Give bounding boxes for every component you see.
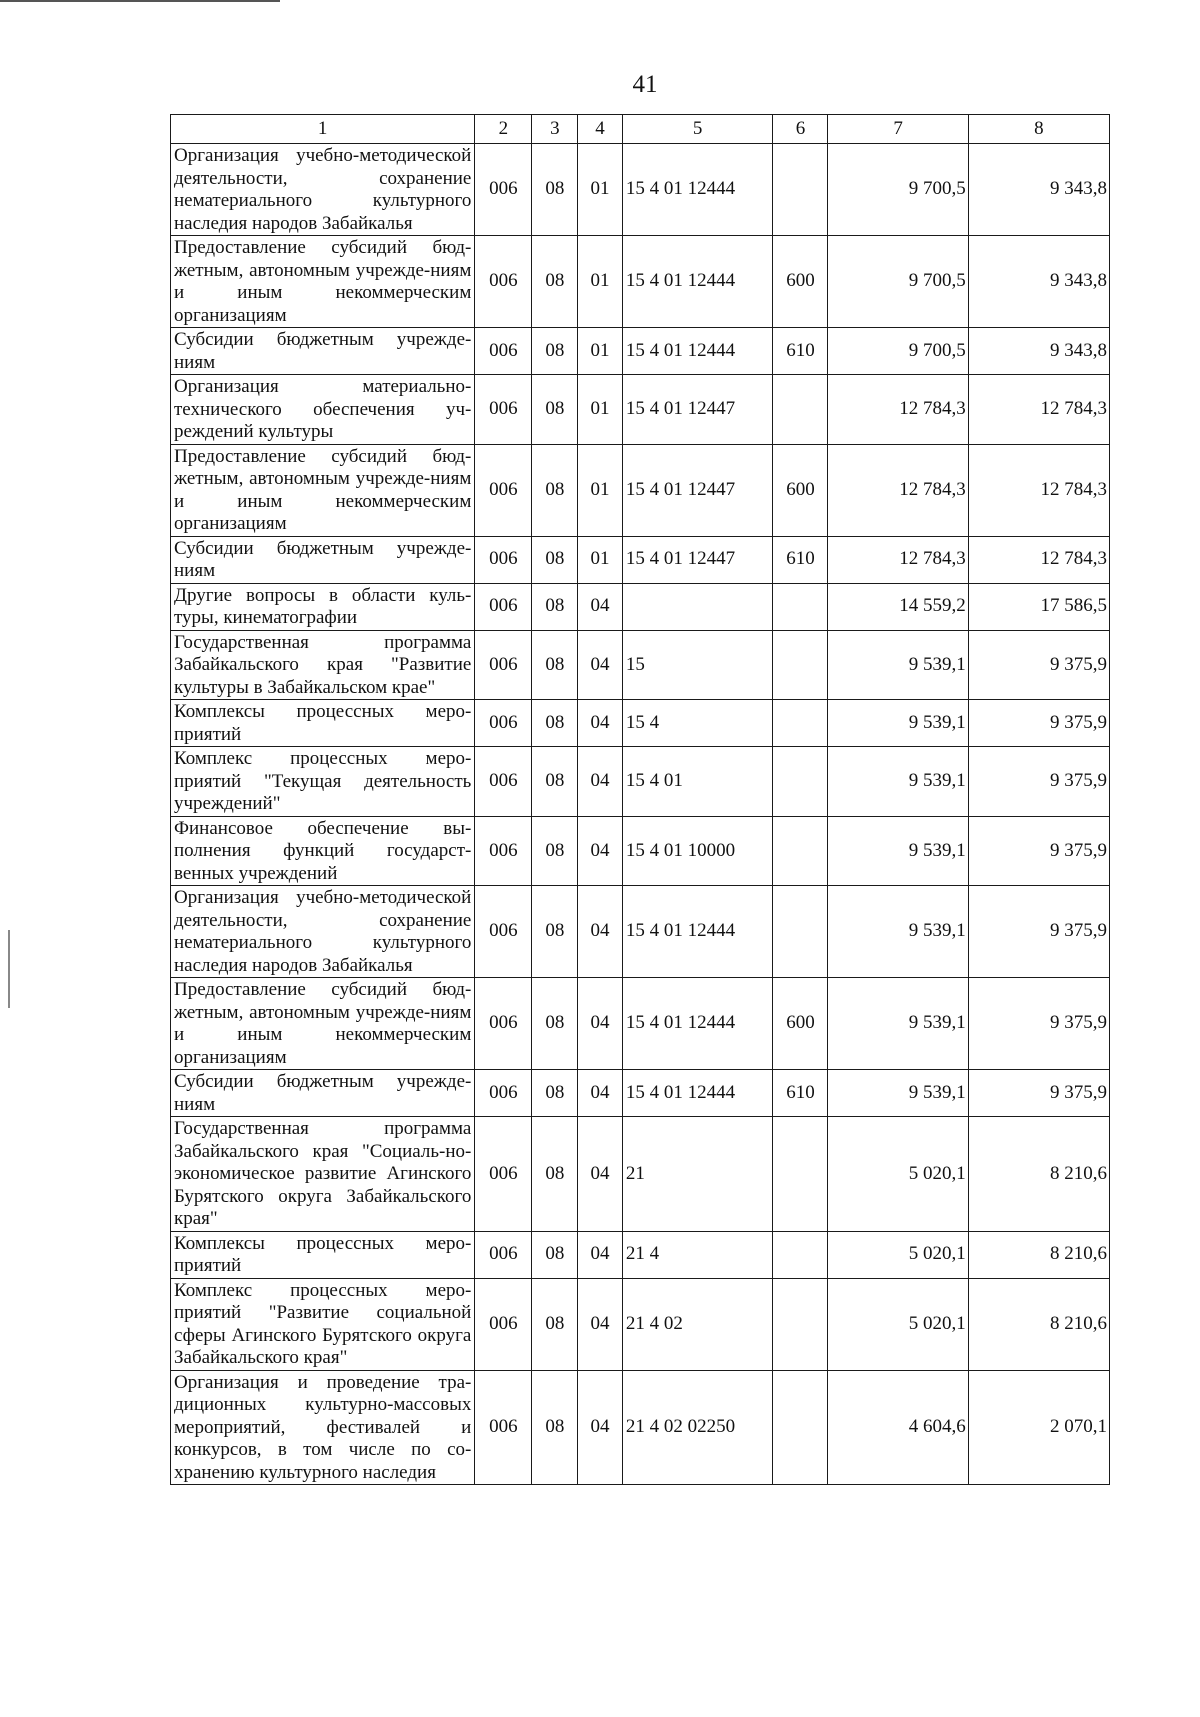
cell-amount-1: 9 700,5	[828, 236, 968, 328]
cell-amount-2: 9 375,9	[968, 700, 1109, 747]
cell-target-article: 21 4 02 02250	[622, 1370, 773, 1485]
cell-amount-1: 5 020,1	[828, 1231, 968, 1278]
row-name: Комплекс процессных меро-приятий "Развитие социальной сферы Агинского Бурятского округа Забайкальского края"	[171, 1278, 475, 1370]
cell-subsection: 04	[578, 978, 623, 1070]
table-row	[171, 1231, 1110, 1278]
cell-expense-type	[773, 1370, 828, 1485]
scan-artifact-margin-mark	[8, 930, 10, 1008]
cell-section: 08	[532, 1231, 578, 1278]
cell-amount-2: 9 343,8	[968, 328, 1109, 375]
cell-target-article: 15 4 01 12447	[622, 536, 773, 583]
cell-subsection: 04	[578, 1231, 623, 1278]
cell-section: 08	[532, 236, 578, 328]
cell-section: 08	[532, 583, 578, 630]
table-row	[171, 1070, 1110, 1117]
cell-subsection: 04	[578, 700, 623, 747]
cell-target-article: 15 4 01 12444	[622, 144, 773, 236]
cell-amount-1: 9 539,1	[828, 747, 968, 817]
cell-amount-2: 2 070,1	[968, 1370, 1109, 1485]
cell-amount-2: 9 343,8	[968, 236, 1109, 328]
cell-ministry: 006	[475, 444, 532, 536]
cell-subsection: 01	[578, 236, 623, 328]
cell-amount-1: 12 784,3	[828, 536, 968, 583]
table-row	[171, 236, 1110, 328]
cell-ministry: 006	[475, 236, 532, 328]
cell-amount-2: 9 375,9	[968, 886, 1109, 978]
cell-expense-type	[773, 1231, 828, 1278]
cell-target-article	[622, 583, 773, 630]
cell-subsection: 01	[578, 144, 623, 236]
cell-expense-type: 600	[773, 236, 828, 328]
cell-ministry: 006	[475, 583, 532, 630]
table-body	[171, 144, 1110, 1485]
cell-subsection: 04	[578, 583, 623, 630]
row-name: Организация и проведение тра-диционных культурно-массовых мероприятий, фестивалей и конкурсов, в том числе по со-хранению культурного наследия	[171, 1370, 475, 1485]
cell-amount-2: 9 343,8	[968, 144, 1109, 236]
cell-target-article: 15 4	[622, 700, 773, 747]
cell-target-article: 15 4 01 12444	[622, 978, 773, 1070]
cell-subsection: 04	[578, 816, 623, 886]
cell-amount-1: 9 539,1	[828, 700, 968, 747]
cell-subsection: 04	[578, 886, 623, 978]
cell-amount-2: 9 375,9	[968, 1070, 1109, 1117]
cell-amount-1: 9 539,1	[828, 1070, 968, 1117]
table-row	[171, 1117, 1110, 1232]
table-row	[171, 978, 1110, 1070]
cell-amount-1: 12 784,3	[828, 444, 968, 536]
cell-ministry: 006	[475, 978, 532, 1070]
cell-target-article: 21	[622, 1117, 773, 1232]
cell-amount-1: 9 539,1	[828, 816, 968, 886]
column-header: 1	[171, 115, 475, 144]
table-row	[171, 536, 1110, 583]
cell-ministry: 006	[475, 1370, 532, 1485]
table-row	[171, 328, 1110, 375]
cell-amount-1: 9 700,5	[828, 328, 968, 375]
cell-expense-type	[773, 1278, 828, 1370]
cell-target-article: 15 4 01	[622, 747, 773, 817]
cell-amount-2: 9 375,9	[968, 747, 1109, 817]
cell-ministry: 006	[475, 536, 532, 583]
table-row	[171, 583, 1110, 630]
cell-expense-type	[773, 700, 828, 747]
cell-ministry: 006	[475, 1231, 532, 1278]
cell-section: 08	[532, 1278, 578, 1370]
cell-ministry: 006	[475, 328, 532, 375]
table-row	[171, 144, 1110, 236]
cell-target-article: 15 4 01 12444	[622, 328, 773, 375]
cell-expense-type	[773, 375, 828, 445]
cell-expense-type: 610	[773, 536, 828, 583]
cell-expense-type	[773, 816, 828, 886]
cell-amount-2: 9 375,9	[968, 978, 1109, 1070]
cell-amount-2: 12 784,3	[968, 536, 1109, 583]
cell-section: 08	[532, 1370, 578, 1485]
cell-section: 08	[532, 747, 578, 817]
row-name: Субсидии бюджетным учрежде-ниям	[171, 536, 475, 583]
cell-target-article: 21 4	[622, 1231, 773, 1278]
table-row	[171, 375, 1110, 445]
cell-amount-1: 4 604,6	[828, 1370, 968, 1485]
column-header: 5	[622, 115, 773, 144]
cell-ministry: 006	[475, 747, 532, 817]
cell-subsection: 04	[578, 747, 623, 817]
cell-subsection: 01	[578, 444, 623, 536]
cell-amount-2: 8 210,6	[968, 1278, 1109, 1370]
table-row	[171, 1278, 1110, 1370]
cell-ministry: 006	[475, 1278, 532, 1370]
cell-section: 08	[532, 1070, 578, 1117]
cell-section: 08	[532, 444, 578, 536]
cell-expense-type	[773, 583, 828, 630]
scan-artifact-line	[0, 0, 280, 2]
cell-section: 08	[532, 886, 578, 978]
table-row	[171, 444, 1110, 536]
row-name: Предоставление субсидий бюд-жетным, автономным учрежде-ниям и иным некоммерческим организациям	[171, 444, 475, 536]
table-row	[171, 630, 1110, 700]
cell-amount-1: 5 020,1	[828, 1117, 968, 1232]
cell-target-article: 15 4 01 12447	[622, 444, 773, 536]
cell-subsection: 04	[578, 630, 623, 700]
cell-amount-2: 9 375,9	[968, 816, 1109, 886]
row-name: Субсидии бюджетным учрежде-ниям	[171, 328, 475, 375]
cell-section: 08	[532, 328, 578, 375]
cell-subsection: 01	[578, 328, 623, 375]
row-name: Государственная программа Забайкальского края "Социаль-но-экономическое развитие Агинского Бурятского округа Забайкальского края"	[171, 1117, 475, 1232]
cell-subsection: 04	[578, 1370, 623, 1485]
row-name: Организация материально-технического обеспечения уч-реждений культуры	[171, 375, 475, 445]
row-name: Комплексы процессных меро-приятий	[171, 1231, 475, 1278]
cell-target-article: 15 4 01 10000	[622, 816, 773, 886]
cell-amount-1: 12 784,3	[828, 375, 968, 445]
cell-target-article: 15 4 01 12444	[622, 1070, 773, 1117]
cell-expense-type: 600	[773, 444, 828, 536]
cell-expense-type	[773, 1117, 828, 1232]
row-name: Комплексы процессных меро-приятий	[171, 700, 475, 747]
row-name: Предоставление субсидий бюд-жетным, автономным учрежде-ниям и иным некоммерческим организациям	[171, 978, 475, 1070]
cell-target-article: 15 4 01 12447	[622, 375, 773, 445]
cell-amount-2: 12 784,3	[968, 444, 1109, 536]
cell-subsection: 01	[578, 375, 623, 445]
column-header: 8	[968, 115, 1109, 144]
column-header: 7	[828, 115, 968, 144]
cell-subsection: 04	[578, 1070, 623, 1117]
column-header: 6	[773, 115, 828, 144]
cell-subsection: 04	[578, 1117, 623, 1232]
cell-target-article: 21 4 02	[622, 1278, 773, 1370]
cell-target-article: 15 4 01 12444	[622, 886, 773, 978]
cell-amount-1: 9 539,1	[828, 630, 968, 700]
column-header: 3	[532, 115, 578, 144]
cell-expense-type	[773, 886, 828, 978]
cell-expense-type	[773, 630, 828, 700]
row-name: Другие вопросы в области куль-туры, кинематографии	[171, 583, 475, 630]
cell-amount-2: 9 375,9	[968, 630, 1109, 700]
cell-target-article: 15 4 01 12444	[622, 236, 773, 328]
page-number: 41	[632, 71, 658, 98]
table-row	[171, 886, 1110, 978]
column-header: 4	[578, 115, 623, 144]
cell-ministry: 006	[475, 144, 532, 236]
cell-section: 08	[532, 816, 578, 886]
row-name: Финансовое обеспечение вы-полнения функций государст-венных учреждений	[171, 816, 475, 886]
cell-ministry: 006	[475, 700, 532, 747]
cell-section: 08	[532, 700, 578, 747]
cell-section: 08	[532, 1117, 578, 1232]
table-row	[171, 816, 1110, 886]
row-name: Комплекс процессных меро-приятий "Текущая деятельность учреждений"	[171, 747, 475, 817]
cell-ministry: 006	[475, 816, 532, 886]
cell-subsection: 01	[578, 536, 623, 583]
cell-section: 08	[532, 630, 578, 700]
cell-ministry: 006	[475, 886, 532, 978]
cell-section: 08	[532, 375, 578, 445]
column-header: 2	[475, 115, 532, 144]
cell-amount-1: 5 020,1	[828, 1278, 968, 1370]
cell-amount-2: 8 210,6	[968, 1231, 1109, 1278]
cell-amount-2: 17 586,5	[968, 583, 1109, 630]
cell-amount-1: 9 539,1	[828, 886, 968, 978]
cell-amount-2: 12 784,3	[968, 375, 1109, 445]
cell-expense-type: 600	[773, 978, 828, 1070]
cell-expense-type	[773, 144, 828, 236]
cell-expense-type	[773, 747, 828, 817]
cell-section: 08	[532, 536, 578, 583]
cell-ministry: 006	[475, 1117, 532, 1232]
cell-amount-1: 9 539,1	[828, 978, 968, 1070]
cell-ministry: 006	[475, 630, 532, 700]
cell-section: 08	[532, 144, 578, 236]
row-name: Организация учебно-методической деятельности, сохранение нематериального культурного наследия народов Забайкалья	[171, 144, 475, 236]
cell-subsection: 04	[578, 1278, 623, 1370]
table-header-row	[171, 115, 1110, 144]
cell-target-article: 15	[622, 630, 773, 700]
cell-section: 08	[532, 978, 578, 1070]
row-name: Организация учебно-методической деятельности, сохранение нематериального культурного наследия народов Забайкалья	[171, 886, 475, 978]
cell-expense-type: 610	[773, 1070, 828, 1117]
table-row	[171, 747, 1110, 817]
cell-ministry: 006	[475, 375, 532, 445]
budget-table	[170, 114, 1110, 1485]
row-name: Предоставление субсидий бюд-жетным, автономным учрежде-ниям и иным некоммерческим организациям	[171, 236, 475, 328]
table-row	[171, 700, 1110, 747]
cell-amount-1: 9 700,5	[828, 144, 968, 236]
cell-amount-2: 8 210,6	[968, 1117, 1109, 1232]
table-row	[171, 1370, 1110, 1485]
cell-amount-1: 14 559,2	[828, 583, 968, 630]
cell-expense-type: 610	[773, 328, 828, 375]
row-name: Субсидии бюджетным учрежде-ниям	[171, 1070, 475, 1117]
row-name: Государственная программа Забайкальского края "Развитие культуры в Забайкальском крае"	[171, 630, 475, 700]
cell-ministry: 006	[475, 1070, 532, 1117]
